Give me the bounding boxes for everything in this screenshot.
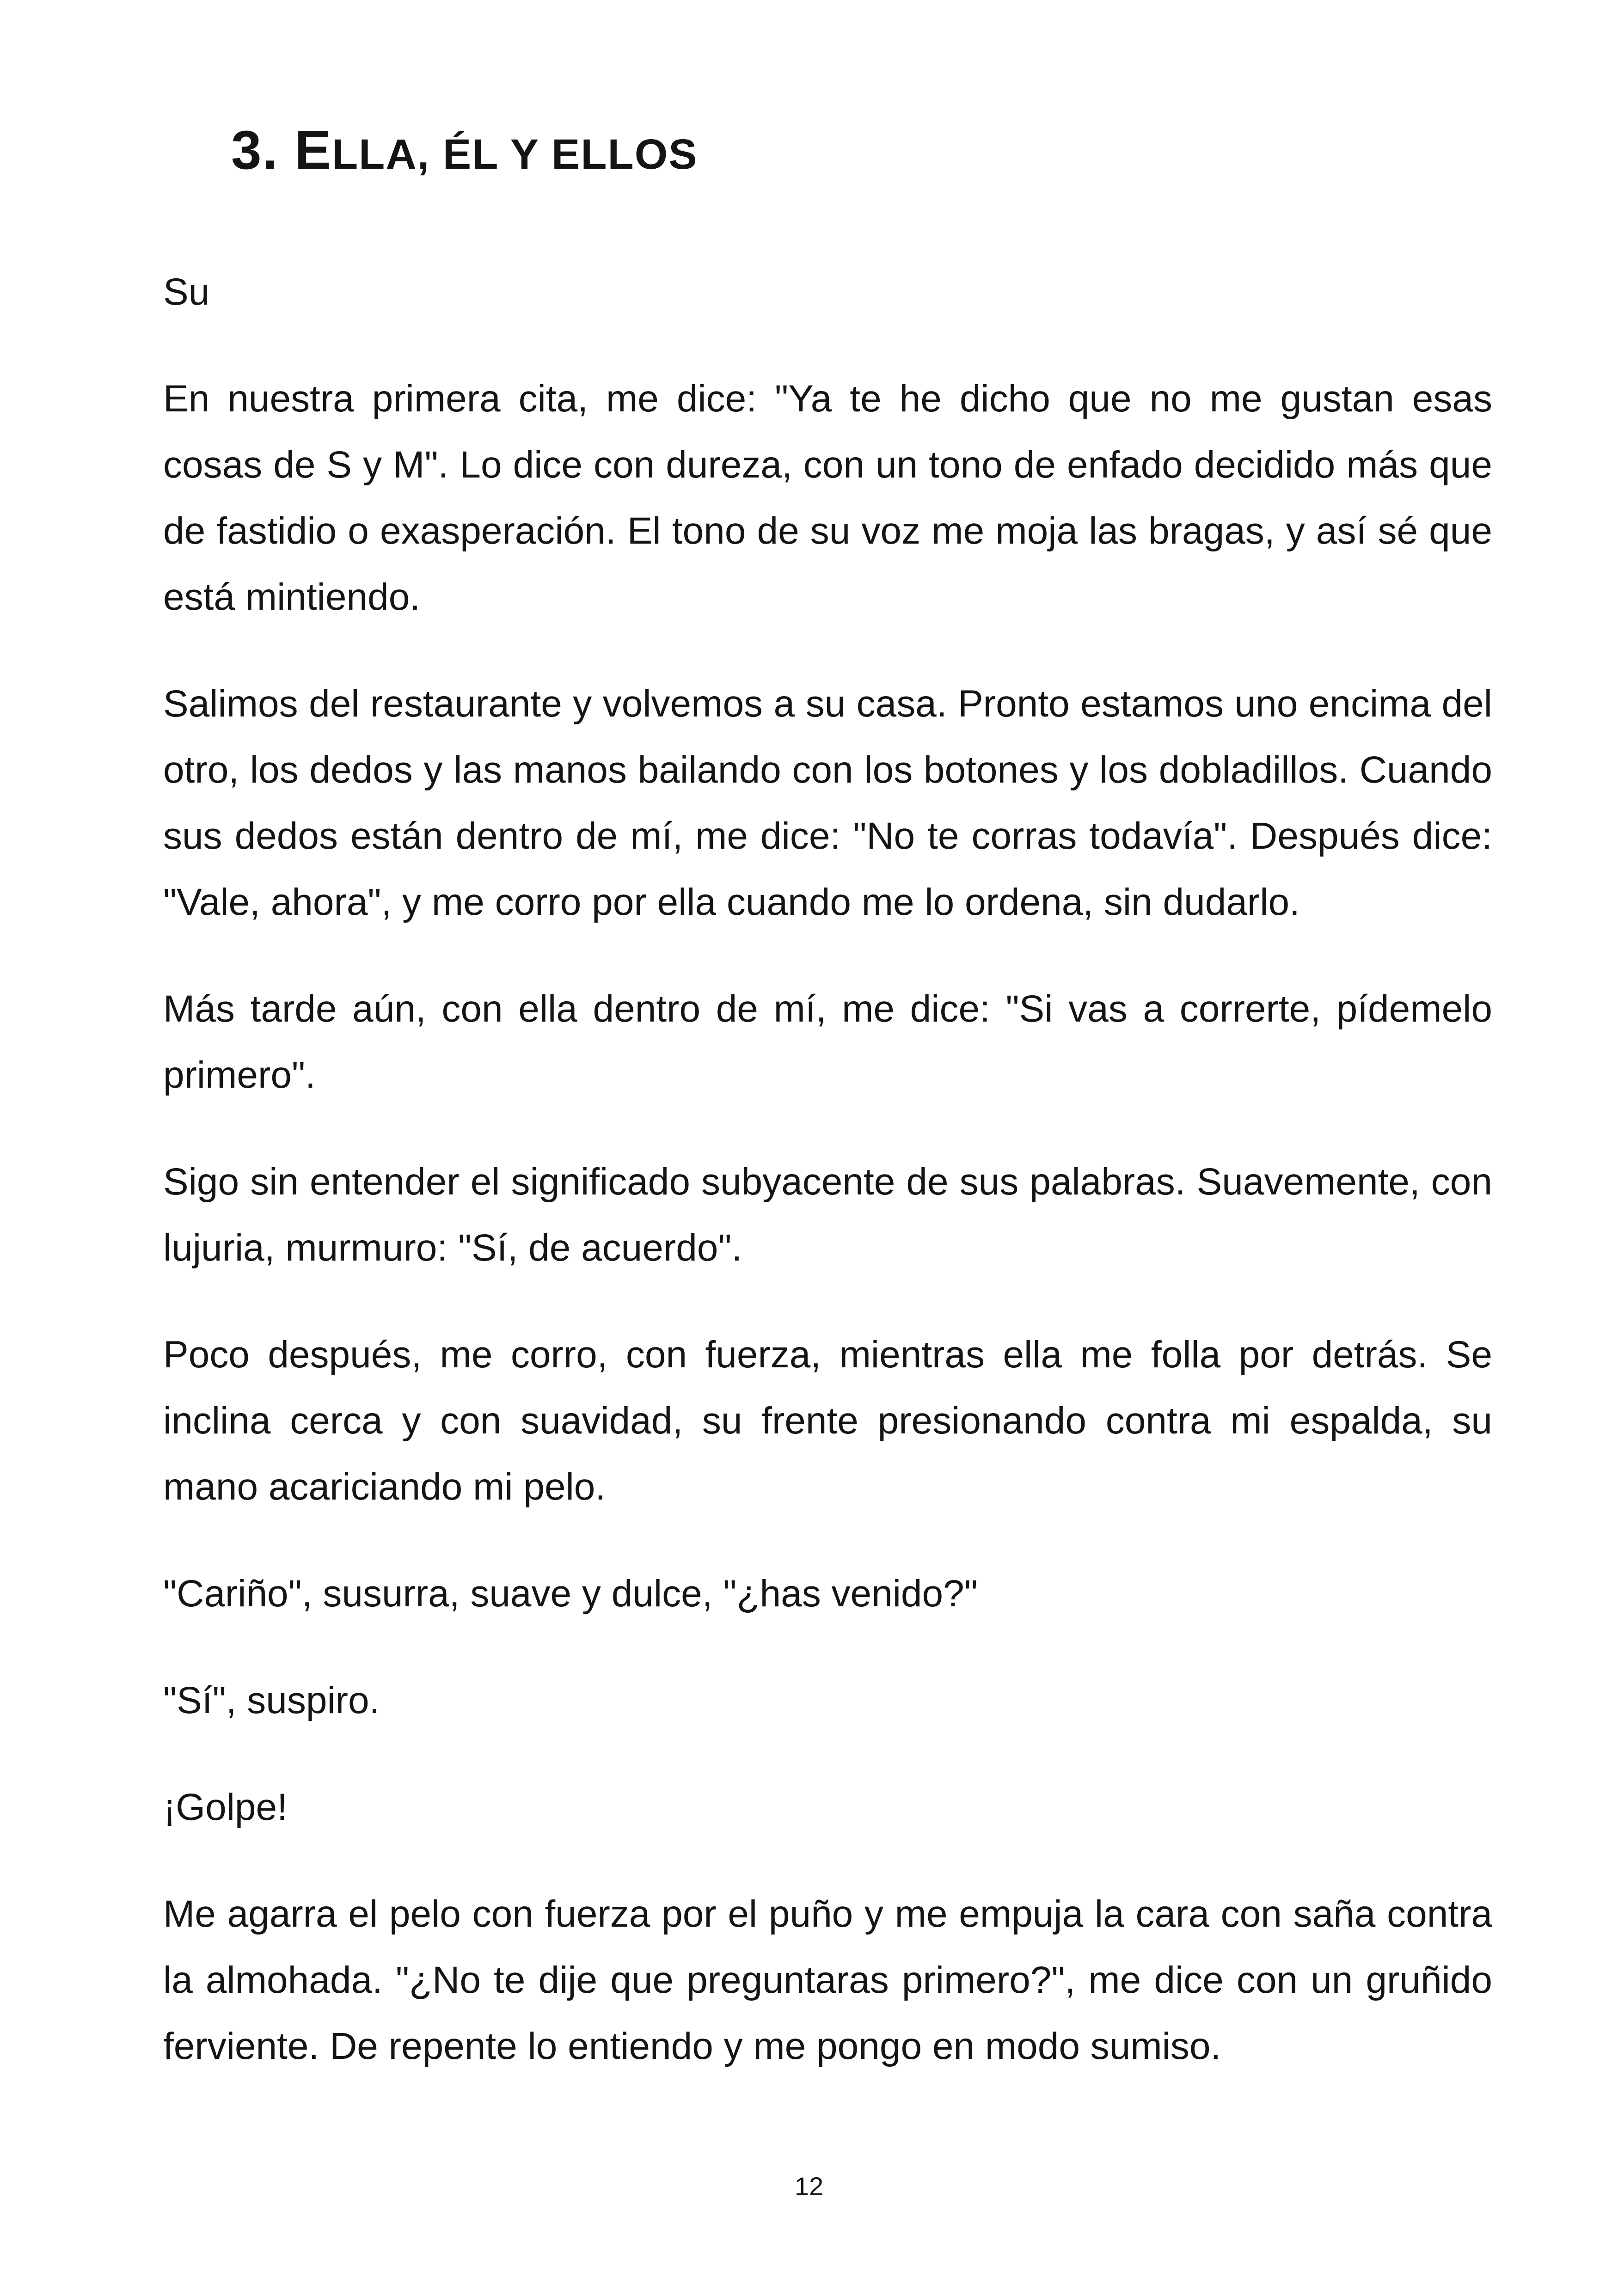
paragraph: Me agarra el pelo con fuerza por el puño y me empuja la cara con saña contra la almohada. "¿No te dije que preguntaras primero?", me dice con un gruñido ferviente. De repente lo entiendo y me pongo en modo sumiso.	[163, 1893, 1492, 2067]
paragraph: Más tarde aún, con ella dentro de mí, me dice: "Si vas a correrte, pídemelo primero".	[163, 988, 1492, 1096]
body-text	[163, 259, 1492, 2120]
paragraph-speaker: Su	[163, 271, 210, 313]
paragraph: Poco después, me corro, con fuerza, mientras ella me folla por detrás. Se inclina cerca y con suavidad, su frente presionando contra mi espalda, su mano acariciando mi pelo.	[163, 1334, 1492, 1508]
paragraph: Sigo sin entender el significado subyacente de sus palabras. Suavemente, con lujuria, murmuro: "Sí, de acuerdo".	[163, 1161, 1492, 1269]
chapter-title	[231, 118, 698, 184]
paragraph: En nuestra primera cita, me dice: "Ya te he dicho que no me gustan esas cosas de S y M". Lo dice con dureza, con un tono de enfado decidido más que de fastidio o exasperación. El tono de su voz me moja las bragas, y así sé que está mintiendo.	[163, 378, 1492, 618]
chapter-title-initial: E	[294, 120, 332, 181]
chapter-title-rest: LLA, ÉL Y ELLOS	[331, 131, 698, 178]
paragraph: ¡Golpe!	[163, 1786, 288, 1828]
page-number: 12	[794, 2172, 824, 2201]
chapter-number: 3.	[231, 120, 279, 181]
paragraph: "Sí", suspiro.	[163, 1679, 380, 1721]
paragraph: "Cariño", susurra, suave y dulce, "¿has venido?"	[163, 1573, 978, 1615]
paragraph: Salimos del restaurante y volvemos a su casa. Pronto estamos uno encima del otro, los dedos y las manos bailando con los botones y los dobladillos. Cuando sus dedos están dentro de mí, me dice: "No te corras todavía". Después dice: "Vale, ahora", y me corro por ella cuando me lo ordena, sin dudarlo.	[163, 683, 1492, 923]
